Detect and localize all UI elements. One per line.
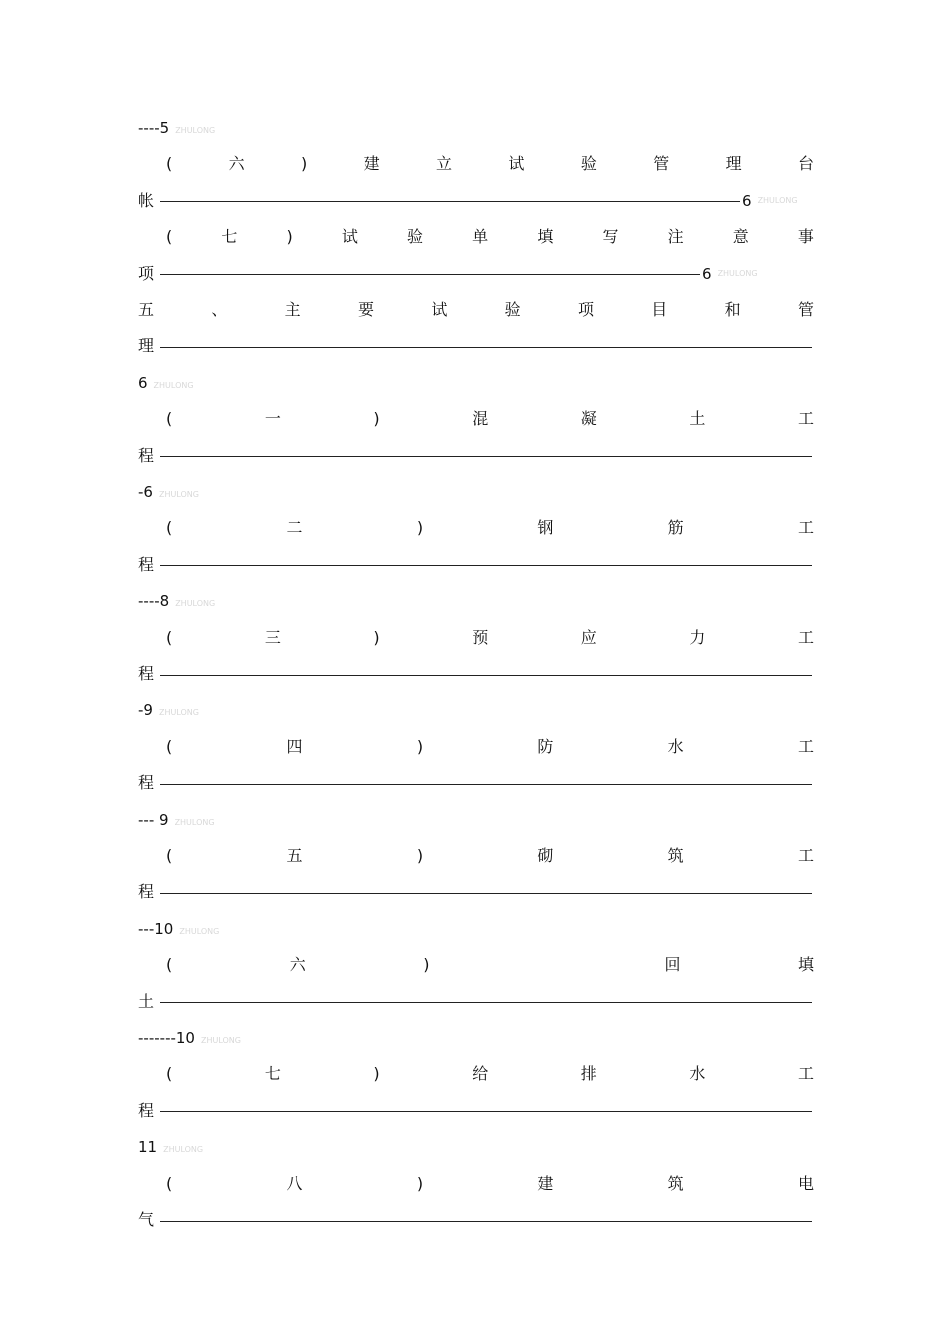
watermark-text: ZHULONG [757, 195, 798, 205]
toc-line [138, 700, 814, 720]
dot-leader [160, 675, 812, 676]
heading-char: 项 [138, 263, 155, 283]
heading-char: ) [373, 627, 380, 647]
leader-dashes: --- [138, 810, 160, 829]
page-number: 5 [159, 119, 170, 137]
toc-line [138, 518, 814, 538]
dot-leader [160, 784, 812, 785]
heading-char: 防 [537, 736, 554, 756]
watermark-text: ZHULONG [175, 126, 216, 135]
page-number: 6 [742, 191, 752, 210]
heading-char: 混 [472, 409, 489, 429]
heading-char: 五 [138, 300, 155, 319]
toc-line [138, 992, 814, 1012]
heading-char: 事 [797, 227, 814, 247]
heading-char: ( [166, 627, 173, 647]
toc-line [138, 373, 814, 393]
page-number: 6 [138, 373, 148, 392]
heading-char: 六 [289, 955, 306, 975]
heading-char: 立 [436, 154, 453, 174]
heading-char: 七 [264, 1064, 281, 1084]
heading-char: ) [416, 846, 424, 865]
toc-line [138, 664, 814, 684]
toc-line [138, 1210, 814, 1230]
heading-char: 程 [138, 554, 155, 574]
heading-char: 试 [431, 300, 448, 319]
heading-char: ( [166, 955, 173, 975]
heading-char: 写 [602, 227, 619, 247]
toc-line [138, 1028, 814, 1048]
page-number: 10 [154, 919, 174, 938]
dot-leader [160, 274, 700, 275]
heading-char: ) [423, 955, 430, 975]
heading-char: 应 [580, 627, 597, 647]
dot-leader [160, 1221, 812, 1222]
toc-line [138, 919, 814, 939]
page-number: 10 [175, 1029, 195, 1047]
heading-char: 钢 [537, 518, 554, 538]
toc-line [138, 882, 814, 902]
leader-dashes: ---- [138, 119, 160, 137]
dot-leader [160, 1111, 812, 1112]
heading-char: ( [166, 736, 173, 756]
heading-char: 八 [286, 1173, 303, 1193]
dot-leader [160, 456, 812, 457]
heading-char: 水 [667, 736, 684, 756]
watermark-text: ZHULONG [174, 817, 215, 827]
leader-dashes: ---- [138, 592, 160, 611]
heading-char: 电 [797, 1173, 814, 1193]
heading-char: 帐 [138, 190, 155, 210]
toc-line [138, 336, 814, 356]
toc-line [138, 118, 814, 138]
heading-char: 工 [797, 409, 814, 429]
heading-char: 程 [138, 882, 155, 902]
watermark-text: ZHULONG [200, 1036, 241, 1045]
heading-char: ) [373, 409, 380, 429]
heading-char: 试 [341, 227, 358, 247]
page-number: 9 [159, 810, 169, 829]
page-number: 11 [138, 1138, 158, 1157]
watermark-text: ZHULONG [163, 1145, 204, 1155]
heading-char: ) [286, 227, 293, 247]
heading-char: 二 [286, 518, 303, 538]
heading-char: 气 [138, 1210, 155, 1229]
heading-char: 、 [211, 300, 228, 319]
dot-leader [160, 565, 812, 566]
heading-char: 理 [138, 336, 155, 356]
toc-line [138, 409, 814, 429]
leader-dashes: - [138, 701, 144, 720]
toc-line [138, 555, 814, 575]
heading-char: 程 [138, 1100, 155, 1120]
heading-char: 程 [138, 773, 155, 793]
heading-char: 程 [138, 664, 155, 683]
toc-line [138, 773, 814, 793]
page-number: 8 [159, 592, 170, 611]
heading-char: 项 [577, 300, 594, 319]
watermark-text: ZHULONG [153, 380, 194, 390]
heading-char: 六 [228, 154, 245, 174]
leader-dashes: --- [138, 919, 155, 938]
heading-char: 建 [537, 1173, 554, 1193]
watermark-text: ZHULONG [179, 926, 220, 936]
heading-char: ( [166, 1064, 173, 1084]
heading-char: 土 [689, 409, 706, 429]
heading-char: 意 [732, 227, 749, 247]
watermark-text: ZHULONG [158, 490, 199, 499]
heading-char: 工 [797, 627, 814, 647]
toc-line [138, 227, 814, 247]
dot-leader [160, 347, 812, 348]
heading-char: 水 [689, 1064, 706, 1084]
toc-line [138, 737, 814, 757]
heading-char: 筋 [667, 518, 684, 538]
toc-line [138, 264, 814, 284]
dot-leader [160, 1002, 812, 1003]
toc-line [138, 300, 814, 320]
heading-char: 工 [797, 736, 814, 756]
watermark-text: ZHULONG [717, 268, 758, 278]
heading-char: 工 [797, 846, 814, 865]
heading-char: 排 [580, 1064, 597, 1084]
heading-char: 建 [363, 154, 380, 174]
heading-char: 单 [472, 227, 489, 247]
heading-char: 试 [508, 154, 525, 174]
toc-line [138, 482, 814, 502]
heading-char: 要 [357, 300, 374, 319]
heading-char: 管 [653, 154, 670, 174]
heading-char: 和 [724, 300, 741, 319]
watermark-text: ZHULONG [158, 708, 199, 718]
heading-char: 填 [797, 955, 814, 975]
heading-char: ( [166, 518, 173, 538]
page-number: 6 [702, 264, 712, 283]
heading-char: 理 [725, 154, 742, 174]
heading-char: 工 [797, 518, 814, 538]
dot-leader [160, 893, 812, 894]
toc-line [138, 154, 814, 174]
heading-char: 验 [580, 154, 597, 174]
heading-char: 验 [407, 227, 424, 247]
heading-char: 凝 [580, 409, 597, 429]
toc-line [138, 955, 814, 975]
heading-char: 验 [504, 300, 521, 319]
toc-line [138, 1101, 814, 1121]
heading-char: ( [166, 409, 173, 429]
heading-char: 三 [264, 627, 281, 647]
heading-char: 预 [472, 627, 489, 647]
heading-char: 程 [138, 445, 155, 465]
heading-char: 给 [472, 1064, 489, 1084]
watermark-text: ZHULONG [175, 599, 216, 609]
heading-char: 回 [664, 955, 681, 975]
toc-line [138, 1064, 814, 1084]
heading-char: 工 [797, 1064, 814, 1084]
heading-char: ( [166, 1173, 173, 1193]
toc-line [138, 628, 814, 648]
heading-char: 主 [284, 300, 301, 319]
dot-leader [160, 201, 740, 202]
heading-char: 填 [537, 227, 554, 247]
heading-char: 土 [138, 991, 155, 1011]
heading-char: 台 [797, 154, 814, 174]
heading-char: ( [166, 227, 173, 247]
page-number: 9 [143, 701, 153, 720]
heading-char: 力 [689, 627, 706, 647]
toc-line [138, 846, 814, 866]
heading-char: 目 [651, 300, 668, 319]
heading-char: ) [373, 1064, 380, 1084]
heading-char: ) [416, 736, 424, 756]
heading-char: 砌 [537, 846, 554, 865]
toc-line [138, 446, 814, 466]
toc-line [138, 1174, 814, 1194]
heading-char: ) [301, 154, 308, 174]
toc-line [138, 1137, 814, 1157]
leader-dashes: - [138, 483, 144, 501]
heading-char: 筑 [667, 846, 684, 865]
heading-char: ( [166, 846, 173, 865]
leader-dashes: ------- [138, 1029, 176, 1047]
heading-char: 注 [667, 227, 684, 247]
heading-char: ) [416, 518, 424, 538]
heading-char: 管 [797, 300, 814, 319]
heading-char: 一 [264, 409, 281, 429]
heading-char: ( [166, 154, 173, 174]
toc-line [138, 591, 814, 611]
heading-char: 五 [286, 846, 303, 865]
toc-line [138, 810, 814, 830]
heading-char: ) [416, 1173, 424, 1193]
heading-char: 四 [286, 736, 303, 756]
toc-line [138, 191, 814, 211]
heading-char: 七 [221, 227, 238, 247]
page-number: 6 [143, 483, 153, 501]
heading-char: 筑 [667, 1173, 684, 1193]
